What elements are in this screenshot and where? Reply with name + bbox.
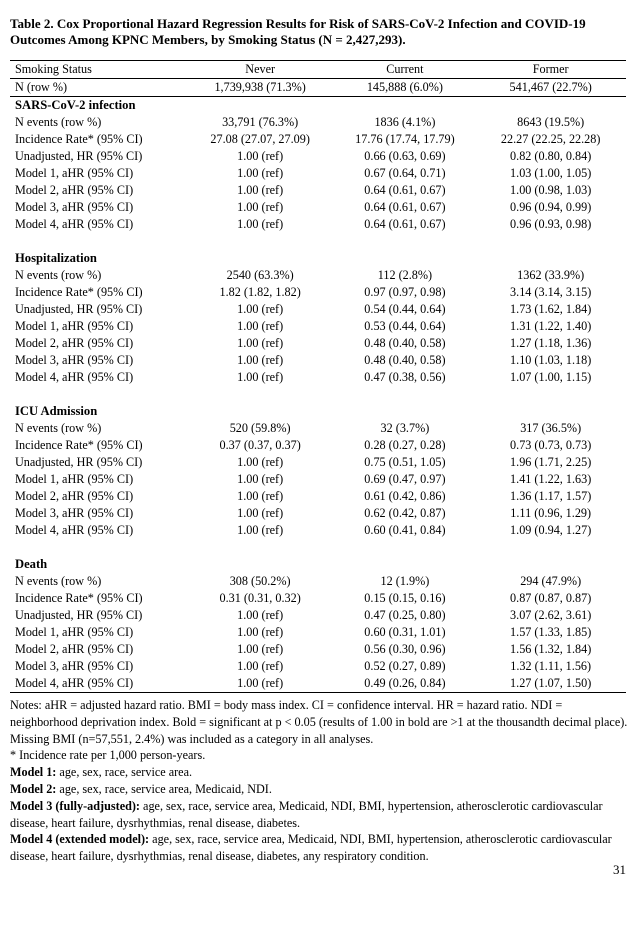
table-row bbox=[10, 199, 626, 216]
cell-label: Model 2, aHR (95% CI) bbox=[15, 489, 134, 503]
cell-former: 1.36 (1.17, 1.57) bbox=[510, 489, 592, 503]
cell-former: 3.14 (3.14, 3.15) bbox=[510, 285, 592, 299]
table-row bbox=[10, 454, 626, 471]
cell-label: Incidence Rate* (95% CI) bbox=[15, 132, 143, 146]
section-title: SARS-CoV-2 infection bbox=[15, 98, 136, 112]
table-row bbox=[10, 658, 626, 675]
cell-never: 1.00 (ref) bbox=[186, 675, 335, 693]
header-current: Current bbox=[334, 61, 475, 79]
cell-current: 0.75 (0.51, 1.05) bbox=[364, 455, 446, 469]
table-row bbox=[10, 471, 626, 488]
cell-label: Incidence Rate* (95% CI) bbox=[15, 285, 143, 299]
cell-former: 1.96 (1.71, 2.25) bbox=[510, 455, 592, 469]
section-spacer bbox=[10, 539, 626, 556]
cell-never: 308 (50.2%) bbox=[229, 574, 291, 588]
table-row bbox=[10, 624, 626, 641]
cell-current: 0.28 (0.27, 0.28) bbox=[364, 438, 446, 452]
notes-model-4 bbox=[10, 831, 630, 865]
table-row bbox=[10, 267, 626, 284]
cell-label: Model 4, aHR (95% CI) bbox=[15, 523, 134, 537]
table-row bbox=[10, 573, 626, 590]
model-4-text: age, sex, race, service area, Medicaid, NDI, BMI, hypertension, atherosclerotic cardiovascular disease, heart failure, dysrhythmias, renal disease, diabetes, any respiratory condition. bbox=[10, 832, 612, 864]
cell-label: Model 4, aHR (95% CI) bbox=[15, 217, 134, 231]
cell-label: N events (row %) bbox=[15, 115, 102, 129]
cell-current: 0.60 (0.31, 1.01) bbox=[364, 625, 446, 639]
model-2-text: age, sex, race, service area, Medicaid, NDI. bbox=[56, 781, 272, 796]
cell-never: 1.00 (ref) bbox=[237, 608, 284, 622]
notes-model-3 bbox=[10, 798, 630, 832]
cell-label: Model 2, aHR (95% CI) bbox=[15, 336, 134, 350]
table-row bbox=[10, 148, 626, 165]
notes-abbreviations: Notes: aHR = adjusted hazard ratio. BMI = body mass index. CI = confidence interval. HR = hazard ratio. NDI = neighborhood deprivation index. Bold = significant at p < 0.05 (results of 1.00 in bold are >1 at the thousandth decimal place). Missing BMI (n=57,551, 2.4%) was included as a category in all analyses. bbox=[10, 698, 628, 746]
cell-label: Unadjusted, HR (95% CI) bbox=[15, 608, 143, 622]
cell-former: 1.31 (1.22, 1.40) bbox=[510, 319, 592, 333]
cell-former: 0.73 (0.73, 0.73) bbox=[510, 438, 592, 452]
cell-never: 1.00 (ref) bbox=[237, 336, 284, 350]
cell-former: 1362 (33.9%) bbox=[517, 268, 585, 282]
spacer-cell bbox=[10, 233, 626, 250]
cell-never: 1.00 (ref) bbox=[237, 659, 284, 673]
notes-model-1 bbox=[10, 764, 630, 781]
cell-label: Incidence Rate* (95% CI) bbox=[15, 438, 143, 452]
cell-never: 1.00 (ref) bbox=[237, 217, 284, 231]
cell-never: 1.00 (ref) bbox=[237, 353, 284, 367]
cell-former: 294 (47.9%) bbox=[520, 574, 582, 588]
section-header-row bbox=[10, 97, 626, 115]
cell-never: 1.00 (ref) bbox=[237, 370, 284, 384]
cell-current: 0.62 (0.42, 0.87) bbox=[364, 506, 446, 520]
cell-never: 1.00 (ref) bbox=[237, 625, 284, 639]
cell-never: 1.00 (ref) bbox=[237, 489, 284, 503]
cell-current: 0.64 (0.61, 0.67) bbox=[364, 200, 446, 214]
cell-label: Model 4, aHR (95% CI) bbox=[10, 675, 186, 693]
cell-former: 0.96 (0.94, 0.99) bbox=[510, 200, 592, 214]
cell-current: 0.52 (0.27, 0.89) bbox=[364, 659, 446, 673]
table-row bbox=[10, 352, 626, 369]
cell-never: 1.00 (ref) bbox=[237, 149, 284, 163]
cell-former: 1.09 (0.94, 1.27) bbox=[510, 523, 592, 537]
cell-never: 2540 (63.3%) bbox=[226, 268, 294, 282]
cell-label: N events (row %) bbox=[15, 421, 102, 435]
cell-never: 1.00 (ref) bbox=[237, 642, 284, 656]
cell-former: 1.73 (1.62, 1.84) bbox=[510, 302, 592, 316]
cell-never: 0.31 (0.31, 0.32) bbox=[219, 591, 301, 605]
cell-former: 1.56 (1.32, 1.84) bbox=[510, 642, 592, 656]
table-row bbox=[10, 505, 626, 522]
cell-never: 1.00 (ref) bbox=[237, 455, 284, 469]
cell-current: 112 (2.8%) bbox=[377, 268, 433, 282]
cell-former: 1.57 (1.33, 1.85) bbox=[510, 625, 592, 639]
table-row bbox=[10, 522, 626, 539]
cell-current: 0.48 (0.40, 0.58) bbox=[364, 353, 446, 367]
table-row bbox=[10, 301, 626, 318]
cell-never: 1.82 (1.82, 1.82) bbox=[219, 285, 301, 299]
cell-current: 17.76 (17.74, 17.79) bbox=[355, 132, 455, 146]
section-header-row bbox=[10, 250, 626, 267]
table-row bbox=[10, 641, 626, 658]
cell-current: 0.49 (0.26, 0.84) bbox=[334, 675, 475, 693]
header-former: Former bbox=[475, 61, 626, 79]
table-row bbox=[10, 335, 626, 352]
table-row bbox=[10, 182, 626, 199]
cell-former: 0.82 (0.80, 0.84) bbox=[510, 149, 592, 163]
cell-label: N events (row %) bbox=[15, 268, 102, 282]
header-never: Never bbox=[186, 61, 335, 79]
cell-label: Unadjusted, HR (95% CI) bbox=[15, 302, 143, 316]
table-caption: Table 2. Cox Proportional Hazard Regression Results for Risk of SARS-CoV-2 Infection and COVID-19 Outcomes Among KPNC Members, by Smoking Status (N = 2,427,293). bbox=[10, 16, 586, 47]
table-row bbox=[10, 369, 626, 386]
cell-never: 1.00 (ref) bbox=[237, 506, 284, 520]
section-title: Death bbox=[15, 557, 48, 571]
cell-label: Model 1, aHR (95% CI) bbox=[15, 166, 134, 180]
cell-former: 1.32 (1.11, 1.56) bbox=[510, 659, 592, 673]
spacer-cell bbox=[10, 539, 626, 556]
cell-label: Model 3, aHR (95% CI) bbox=[15, 353, 134, 367]
cell-label: Model 1, aHR (95% CI) bbox=[15, 319, 134, 333]
table-row bbox=[10, 216, 626, 233]
cell-label: Unadjusted, HR (95% CI) bbox=[15, 455, 143, 469]
cell-current: 0.56 (0.30, 0.96) bbox=[364, 642, 446, 656]
cell-current: 0.97 (0.97, 0.98) bbox=[364, 285, 446, 299]
n-row bbox=[10, 79, 626, 97]
cell-label: Incidence Rate* (95% CI) bbox=[15, 591, 143, 605]
n-row-never: 1,739,938 (71.3%) bbox=[186, 79, 335, 97]
cell-current: 0.61 (0.42, 0.86) bbox=[364, 489, 446, 503]
cell-never: 33,791 (76.3%) bbox=[222, 115, 299, 129]
cell-label: Unadjusted, HR (95% CI) bbox=[15, 149, 143, 163]
cell-current: 0.60 (0.41, 0.84) bbox=[364, 523, 446, 537]
section-title: Hospitalization bbox=[15, 251, 97, 265]
notes-model-2 bbox=[10, 781, 630, 798]
spacer-cell bbox=[10, 386, 626, 403]
cell-former: 1.41 (1.22, 1.63) bbox=[510, 472, 592, 486]
n-row-current: 145,888 (6.0%) bbox=[334, 79, 475, 97]
cell-never: 1.00 (ref) bbox=[237, 166, 284, 180]
cell-never: 0.37 (0.37, 0.37) bbox=[219, 438, 301, 452]
table-row bbox=[10, 165, 626, 182]
cell-never: 1.00 (ref) bbox=[237, 523, 284, 537]
cell-label: N events (row %) bbox=[15, 574, 102, 588]
table-body bbox=[10, 79, 626, 693]
n-row-label: N (row %) bbox=[10, 79, 186, 97]
n-row-former: 541,467 (22.7%) bbox=[475, 79, 626, 97]
cell-label: Model 1, aHR (95% CI) bbox=[15, 472, 134, 486]
cell-former: 1.27 (1.18, 1.36) bbox=[510, 336, 592, 350]
model-4-label: Model 4 (extended model): bbox=[10, 832, 150, 847]
table-row bbox=[10, 437, 626, 454]
cell-current: 0.15 (0.15, 0.16) bbox=[364, 591, 446, 605]
table-row bbox=[10, 488, 626, 505]
cell-never: 1.00 (ref) bbox=[237, 183, 284, 197]
section-spacer bbox=[10, 386, 626, 403]
cell-never: 1.00 (ref) bbox=[237, 319, 284, 333]
cell-never: 1.00 (ref) bbox=[237, 200, 284, 214]
cell-former: 0.96 (0.93, 0.98) bbox=[510, 217, 592, 231]
cell-current: 0.48 (0.40, 0.58) bbox=[364, 336, 446, 350]
table-row bbox=[10, 131, 626, 148]
table-row bbox=[10, 675, 626, 693]
cell-label: Model 3, aHR (95% CI) bbox=[15, 200, 134, 214]
cell-label: Model 2, aHR (95% CI) bbox=[15, 183, 134, 197]
cell-former: 1.27 (1.07, 1.50) bbox=[475, 675, 626, 693]
cell-current: 0.53 (0.44, 0.64) bbox=[364, 319, 446, 333]
cell-former: 1.07 (1.00, 1.15) bbox=[510, 370, 592, 384]
table-row bbox=[10, 284, 626, 301]
cell-label: Model 1, aHR (95% CI) bbox=[15, 625, 134, 639]
cell-current: 0.64 (0.61, 0.67) bbox=[364, 183, 446, 197]
cell-label: Model 3, aHR (95% CI) bbox=[15, 659, 134, 673]
cell-label: Model 2, aHR (95% CI) bbox=[15, 642, 134, 656]
cell-current: 12 (1.9%) bbox=[380, 574, 430, 588]
model-3-text: age, sex, race, service area, Medicaid, NDI, BMI, hypertension, atherosclerotic cardiovascular disease, heart failure, dysrhythmias, renal disease, diabetes. bbox=[10, 798, 603, 830]
results-table bbox=[10, 60, 626, 693]
cell-current: 0.66 (0.63, 0.69) bbox=[364, 149, 446, 163]
cell-current: 0.64 (0.61, 0.67) bbox=[364, 217, 446, 231]
cell-label: Model 3, aHR (95% CI) bbox=[15, 506, 134, 520]
table-row bbox=[10, 318, 626, 335]
header-smoking-status: Smoking Status bbox=[10, 61, 186, 79]
cell-current: 0.67 (0.64, 0.71) bbox=[364, 166, 446, 180]
model-3-label: Model 3 (fully-adjusted): bbox=[10, 798, 140, 813]
section-title: ICU Admission bbox=[15, 404, 98, 418]
page-number: 31 bbox=[613, 862, 626, 877]
cell-current: 32 (3.7%) bbox=[380, 421, 430, 435]
cell-former: 1.10 (1.03, 1.18) bbox=[510, 353, 592, 367]
cell-current: 0.47 (0.25, 0.80) bbox=[364, 608, 446, 622]
model-1-label: Model 1: bbox=[10, 765, 57, 780]
table-row bbox=[10, 590, 626, 607]
cell-former: 0.87 (0.87, 0.87) bbox=[510, 591, 592, 605]
cell-former: 8643 (19.5%) bbox=[517, 115, 585, 129]
cell-current: 0.69 (0.47, 0.97) bbox=[364, 472, 446, 486]
section-spacer bbox=[10, 233, 626, 250]
table-row bbox=[10, 420, 626, 437]
cell-label: Model 4, aHR (95% CI) bbox=[15, 370, 134, 384]
table-notes bbox=[10, 697, 630, 865]
cell-current: 0.54 (0.44, 0.64) bbox=[364, 302, 446, 316]
cell-former: 22.27 (22.25, 22.28) bbox=[500, 132, 601, 146]
cell-current: 1836 (4.1%) bbox=[374, 115, 436, 129]
cell-current: 0.47 (0.38, 0.56) bbox=[364, 370, 446, 384]
cell-former: 317 (36.5%) bbox=[520, 421, 582, 435]
table-row bbox=[10, 114, 626, 131]
section-header-row bbox=[10, 556, 626, 573]
cell-former: 1.03 (1.00, 1.05) bbox=[510, 166, 592, 180]
notes-incidence: * Incidence rate per 1,000 person-years. bbox=[10, 748, 206, 763]
model-1-text: age, sex, race, service area. bbox=[56, 765, 193, 780]
cell-never: 520 (59.8%) bbox=[229, 421, 291, 435]
cell-never: 27.08 (27.07, 27.09) bbox=[210, 132, 310, 146]
cell-never: 1.00 (ref) bbox=[237, 302, 284, 316]
cell-former: 1.00 (0.98, 1.03) bbox=[510, 183, 592, 197]
table-header-row bbox=[10, 61, 626, 79]
table-row bbox=[10, 607, 626, 624]
model-2-label: Model 2: bbox=[10, 781, 57, 796]
cell-former: 1.11 (0.96, 1.29) bbox=[510, 506, 592, 520]
cell-never: 1.00 (ref) bbox=[237, 472, 284, 486]
cell-former: 3.07 (2.62, 3.61) bbox=[510, 608, 592, 622]
section-header-row bbox=[10, 403, 626, 420]
